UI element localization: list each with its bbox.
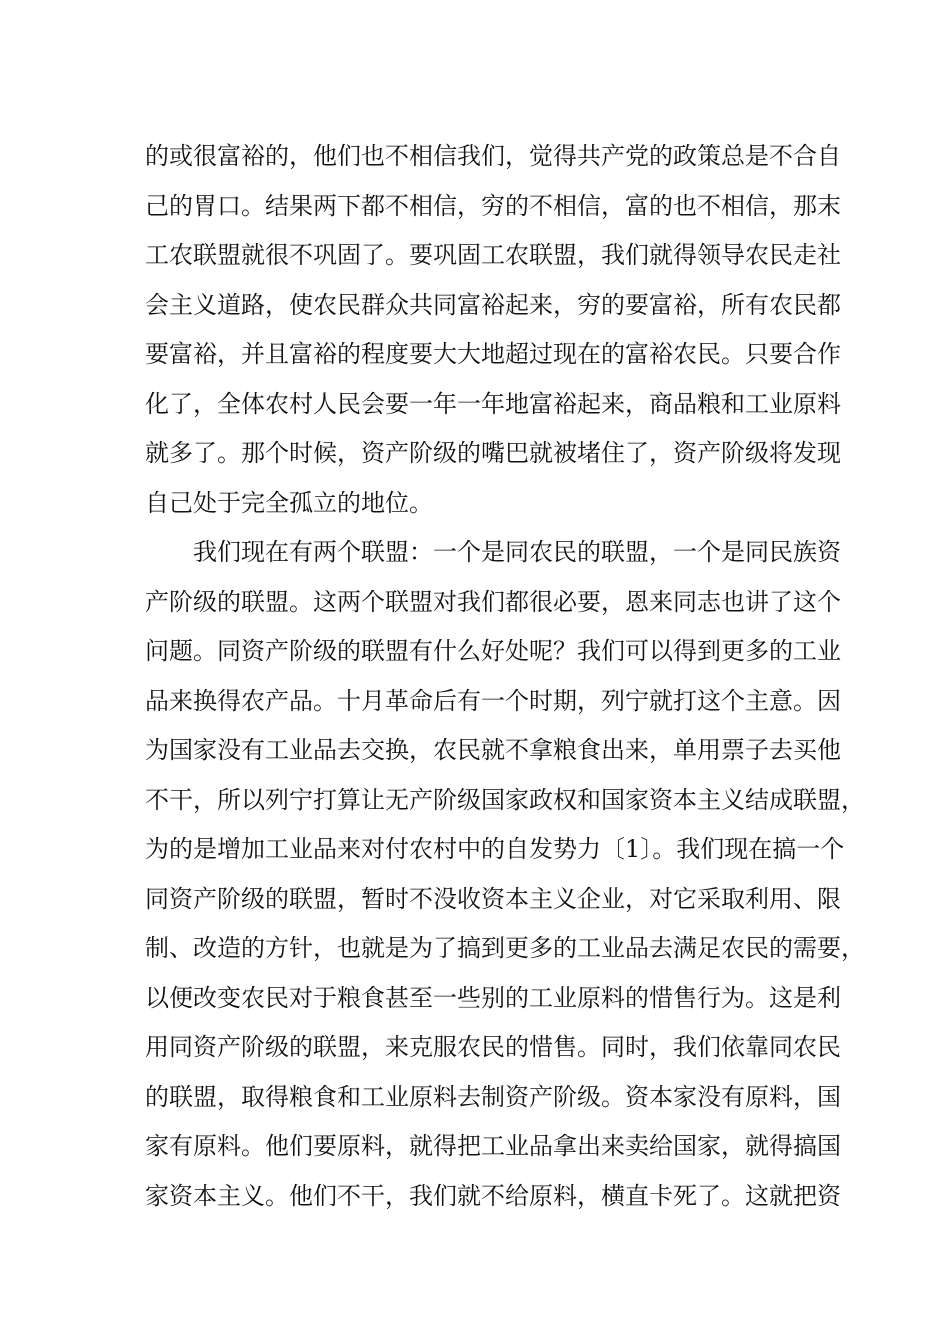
text-line: 制、改造的方针，也就是为了搞到更多的工业品去满足农民的需要， [145, 934, 865, 962]
text-line: 不干，所以列宁打算让无产阶级国家政权和国家资本主义结成联盟， [145, 785, 865, 814]
text-line: 为的是增加工业品来对付农村中的自发势力〔1〕。我们现在搞一个 [145, 835, 845, 863]
text-line: 品来换得农产品。十月革命后有一个时期，列宁就打这个主意。因 [145, 686, 841, 715]
text-line: 家资本主义。他们不干，我们就不给原料，横直卡死了。这就把资 [145, 1181, 841, 1210]
text-line: 的或很富裕的，他们也不相信我们，觉得共产党的政策总是不合自 [145, 142, 841, 170]
text-line: 家有原料。他们要原料，就得把工业品拿出来卖给国家，就得搞国 [145, 1132, 841, 1160]
text-line: 我们现在有两个联盟：一个是同农民的联盟，一个是同民族资 [193, 538, 841, 566]
text-line: 同资产阶级的联盟，暂时不没收资本主义企业，对它采取利用、限 [145, 884, 841, 913]
text-line: 以便改变农民对于粮食甚至一些别的工业原料的惜售行为。这是利 [145, 983, 841, 1012]
text-line: 自己处于完全孤立的地位。 [145, 488, 433, 517]
text-line: 要富裕，并且富裕的程度要大大地超过现在的富裕农民。只要合作 [145, 340, 841, 368]
text-line: 工农联盟就很不巩固了。要巩固工农联盟，我们就得领导农民走社 [145, 241, 841, 269]
text-line: 会主义道路，使农民群众共同富裕起来，穷的要富裕，所有农民都 [145, 290, 841, 319]
document-body [145, 132, 865, 1221]
text-line: 产阶级的联盟。这两个联盟对我们都很必要，恩来同志也讲了这个 [145, 587, 841, 616]
text-line: 己的胃口。结果两下都不相信，穷的不相信，富的也不相信，那末 [145, 191, 841, 220]
text-line: 就多了。那个时候，资产阶级的嘴巴就被堵住了，资产阶级将发现 [145, 439, 841, 467]
text-line: 的联盟，取得粮食和工业原料去制资产阶级。资本家没有原料，国 [145, 1082, 841, 1111]
text-line: 用同资产阶级的联盟，来克服农民的惜售。同时，我们依靠同农民 [145, 1033, 841, 1061]
text-line: 为国家没有工业品去交换，农民就不拿粮食出来，单用票子去买他 [145, 736, 841, 764]
text-line: 化了，全体农村人民会要一年一年地富裕起来，商品粮和工业原料 [145, 389, 841, 418]
text-line: 问题。同资产阶级的联盟有什么好处呢？我们可以得到更多的工业 [145, 637, 841, 665]
